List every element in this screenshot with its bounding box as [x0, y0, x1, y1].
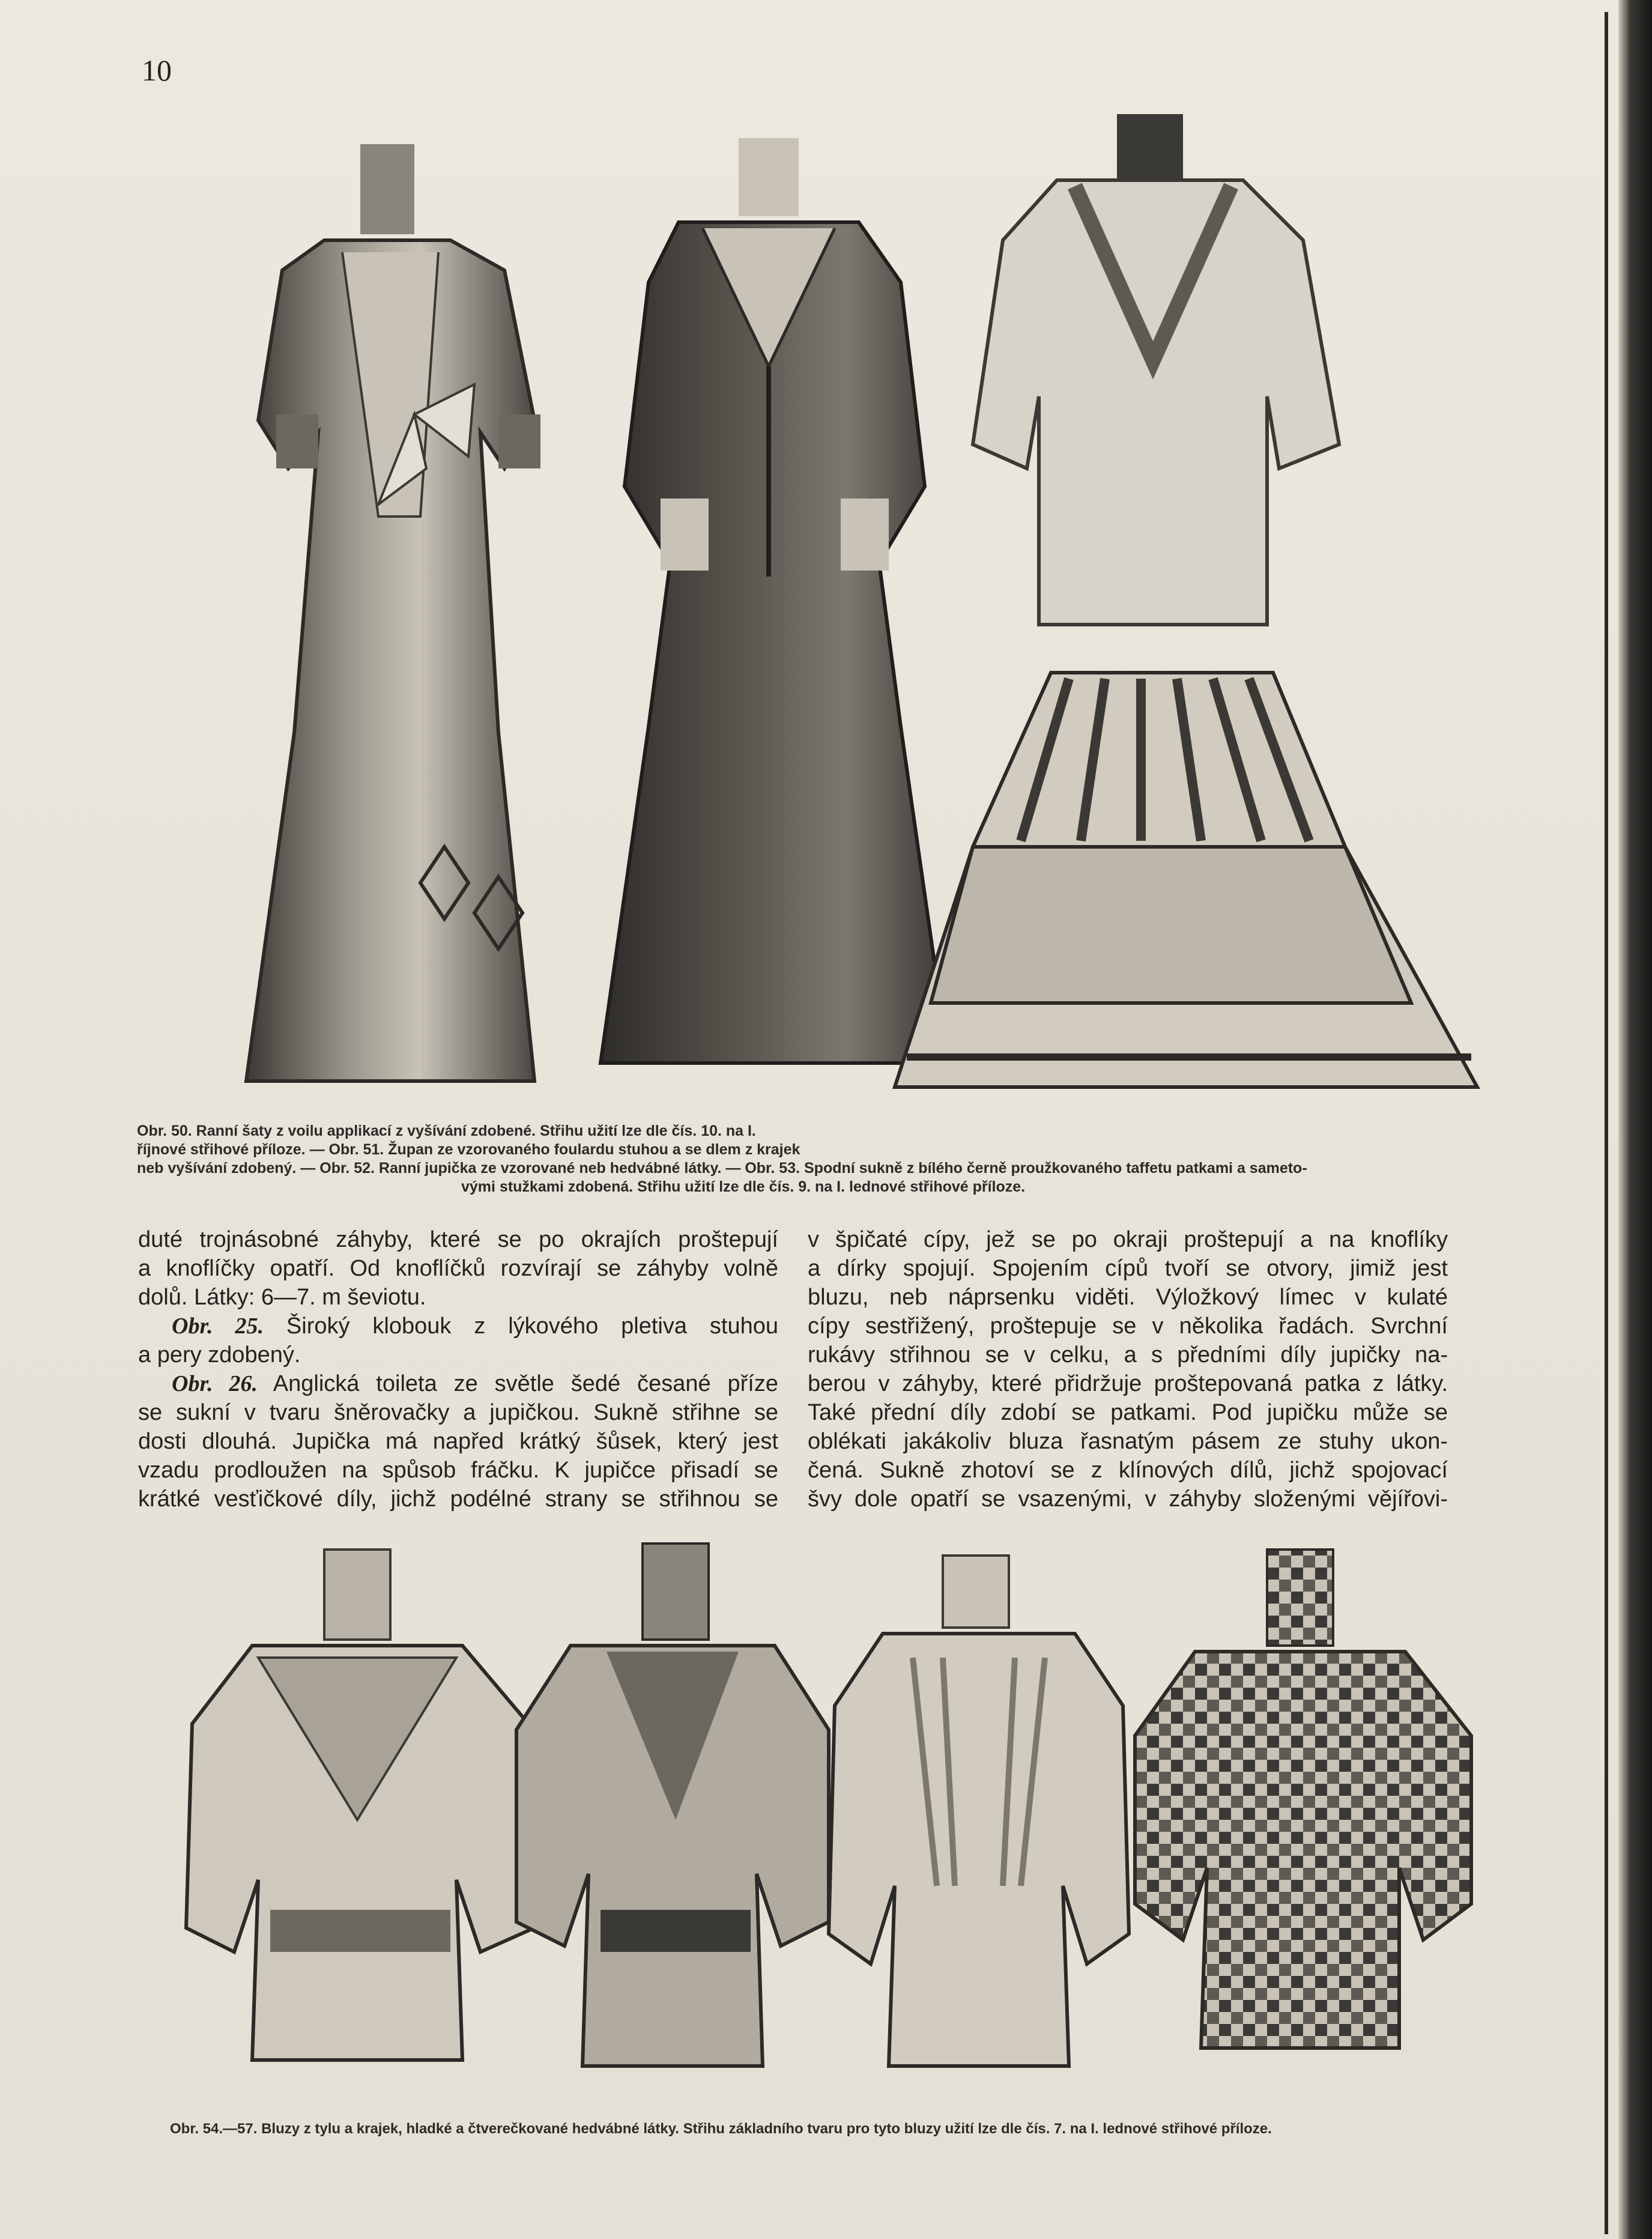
illustration-morning-jacket [967, 108, 1351, 649]
page-gutter-line [1605, 12, 1608, 2234]
figure-label: Obr. 26. [172, 1371, 258, 1396]
body-line: a pery zdobený. [138, 1342, 301, 1368]
body-line: krátké vesťičkové díly, jichž podélné strany se střihnou se [138, 1486, 778, 1512]
body-line: dosti dlouhá. Jupička má napřed krátký šůsek, který jest [138, 1429, 778, 1454]
page-edge-shadow [1618, 0, 1652, 2239]
top-caption-line: neb vyšívání zdobený. — Obr. 52. Ranní jupička ze vzorované neb hedvábné látky. — Obr. 53. Spodní sukně z bílého černě proužkovaného taffetu patkami a sameto- [137, 1160, 1307, 1177]
top-caption-line: Obr. 50. Ranní šaty z voilu applikací z vyšívání zdobené. Střihu užití lze dle čís. 10. na I. [137, 1123, 756, 1139]
top-caption-line: vými stužkami zdobená. Střihu užití lze dle čís. 9. na I. lednové střihové příloze. [461, 1178, 1026, 1195]
body-text: Anglická toileta ze světle šedé česané příze [273, 1371, 778, 1396]
body-line: a dírky spojují. Spojením cípů tvoří se otvory, jimiž jest [808, 1256, 1448, 1281]
illustration-petticoat [889, 667, 1483, 1123]
body-line-obr25 [138, 1312, 778, 1341]
body-line: cípy sestřižený, proštepuje se v několika řadách. Svrchní [808, 1313, 1448, 1339]
illustration-embroidered-blouse [510, 1538, 835, 2078]
body-line: a knoflíčky opatří. Od knoflíčků rozvírají se záhyby volně [138, 1256, 778, 1281]
body-line: vzadu prodloužen na spůsob fráčku. K jupičce přisadí se [138, 1458, 778, 1483]
body-text: Široký klobouk z lýkového pletiva stuhou [286, 1313, 778, 1339]
body-line: švy dole opatří se vsazenými, v záhyby složenými vějířovi- [808, 1486, 1448, 1512]
body-line: se sukní v tvaru šněrovačky a jupičkou. Sukně střihne se [138, 1400, 778, 1425]
top-figure-caption [137, 1122, 1458, 1196]
body-line: dolů. Látky: 6—7. m ševiotu. [138, 1285, 426, 1310]
body-line: Také přední díly zdobí se patkami. Pod jupičku může se [808, 1400, 1448, 1425]
figure-label: Obr. 25. [172, 1313, 264, 1339]
body-line: v špičaté cípy, jež se po okraji proštepují a na knoflíky [808, 1227, 1448, 1252]
body-line: rukávy střihnou se v celku, a s předními díly jupičky na- [808, 1342, 1448, 1368]
top-caption-line: říjnové střihové příloze. — Obr. 51. Župan ze vzorovaného foulardu stuhou a se dlem z krajek [137, 1141, 800, 1158]
illustration-checked-silk-blouse [1123, 1544, 1483, 2060]
page-number: 10 [142, 53, 172, 87]
illustration-morning-dress [222, 132, 595, 1105]
bottom-figure-caption: Obr. 54.—57. Bluzy z tylu a krajek, hladké a čtverečkované hedvábné látky. Střihu základního tvaru pro tyto bluzy užití lze dle čís. 7. na I. lednové střihové příloze. [170, 2121, 1272, 2137]
illustration-lace-blouse [180, 1544, 540, 2072]
left-text-column [138, 1225, 778, 1513]
body-line-obr26 [138, 1369, 778, 1398]
right-text-column [808, 1225, 1448, 1513]
body-line: oblékati jakákoliv bluza řasnatým pásem ze stuhy ukon- [808, 1429, 1448, 1454]
body-line: duté trojnásobné záhyby, které se po okrajích proštepují [138, 1227, 778, 1252]
body-line: čená. Sukně zhotoví se z klínových dílů, jichž spojovací [808, 1458, 1448, 1483]
body-line: berou v záhyby, které přidržuje proštepovaná patka z látky. [808, 1371, 1448, 1396]
illustration-pleated-silk-blouse [823, 1550, 1135, 2078]
body-line: bluzu, neb náprsenku viděti. Výložkový límec v kulaté [808, 1285, 1448, 1310]
